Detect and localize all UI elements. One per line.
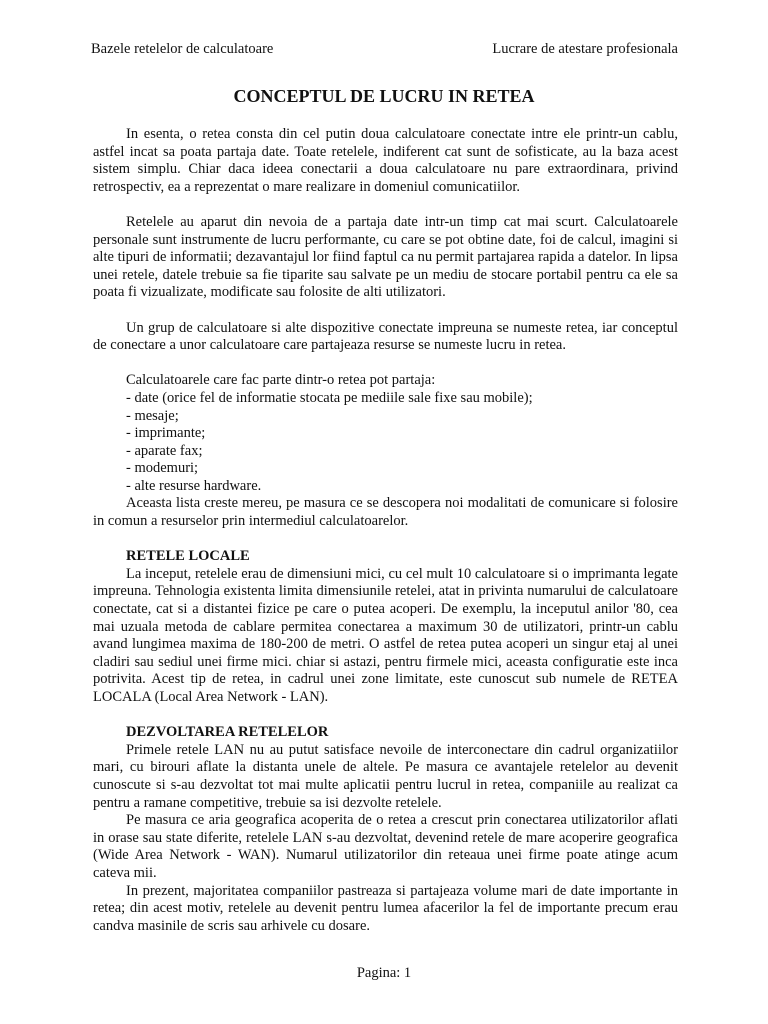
shared-resources-list xyxy=(93,390,678,496)
paragraph-development-2: Pe masura ce aria geografica acoperita de o retea a crescut prin conectarea utilizatorilor aflati in orase sau state diferite, retelele LAN s-au dezvoltat, devenind retele de mare acoperire geografica (Wide Area Network - WAN). Numarul utilizatorilor din reteaua unei firme poate atinge acum cateva mii. xyxy=(93,812,678,881)
paragraph-development-3: In prezent, majoritatea companiilor pastreaza si partajeaza volume mari de date importante in retea; din acest motiv, retelele au devenit pentru lumea afacerilor la fel de importante precum erau candva masinile de scris sau arhivele cu dosare. xyxy=(93,882,678,934)
section-heading-local-networks: RETELE LOCALE xyxy=(126,548,250,565)
paragraph-intro: In esenta, o retea consta din cel putin doua calculatoare conectate intre ele printr-un cablu, astfel incat sa poata partaja date. Toate retelele, indiferent cat sunt de sofisticate, au la baza acest sistem simplu. Chiar daca ideea conectarii a doua calculatoare nu pare extraordinara, privind retrospectiv, ea a reprezentat o mare realizare in domeniul comunicatiilor. xyxy=(93,126,678,195)
paragraph-origin: Retelele au aparut din nevoia de a partaja date intr-un timp cat mai scurt. Calculatoarele personale sunt instrumente de lucru performante, cu care se pot obtine date, foi de calcul, imagini si alte tipuri de informatii; dezavantajul lor fiind faptul ca nu permit partajarea rapida a datelor. In lipsa unei retele, datele trebuie sa fie tiparite sau salvate pe un mediu de stocare portabil pentru ca ele sa poata fi vizualizate, modificate sau folosite de alti utilizatori. xyxy=(93,213,678,301)
header-right: Lucrare de atestare profesionala xyxy=(492,41,678,57)
page-title: CONCEPTUL DE LUCRU IN RETEA xyxy=(233,86,535,106)
list-item: - mesaje; xyxy=(126,407,179,424)
list-item: - alte resurse hardware. xyxy=(126,477,262,494)
document-body xyxy=(93,126,678,935)
list-item: - modemuri; xyxy=(126,460,199,477)
list-item: - date (orice fel de informatie stocata pe mediile sale fixe sau mobile); xyxy=(126,389,533,406)
page-number: Pagina: 1 xyxy=(356,965,412,981)
list-item: - imprimante; xyxy=(126,425,206,442)
list-item: - aparate fax; xyxy=(126,442,203,459)
paragraph-list-growth: Aceasta lista creste mereu, pe masura ce se descopera noi modalitati de comunicare si folosire in comun a resurselor prin intermediul calculatoarelor. xyxy=(93,495,678,530)
header-left: Bazele retelelor de calculatoare xyxy=(91,41,274,57)
list-intro: Calculatoarele care fac parte dintr-o retea pot partaja: xyxy=(126,372,436,389)
paragraph-local-networks: La inceput, retelele erau de dimensiuni mici, cu cel mult 10 calculatoare si o imprimanta legate impreuna. Tehnologia existenta limita dimensiunile retelei, atat in privinta numarului de calculatoare conectate, cat si a distantei fizice pe care o putea acoperi. De exemplu, la inceputul anilor '80, cea mai uzuala metoda de cablare permitea conectarea a maximum 30 de utilizatori, printr-un cablu avand lungimea maxima de 180-200 de metri. O astfel de retea putea acoperi un singur etaj al unei cladiri sau sediul unei firme mici. chiar si astazi, pentru firmele mici, aceasta configuratie este inca potrivita. Acest tip de retea, in cadrul unei zone limitate, este cunoscut sub numele de RETEA LOCALA (Local Area Network - LAN). xyxy=(93,565,678,705)
section-heading-network-development: DEZVOLTAREA RETELELOR xyxy=(126,724,329,741)
paragraph-development-1: Primele retele LAN nu au putut satisface nevoile de interconectare din cadrul organizatiilor mari, cu birouri aflate la distanta unele de altele. Pe masura ce avantajele retelelor au devenit cunoscute si s-au dezvoltat tot mai multe aplicatii pentru lucrul in retea, companiile au realizat ca pentru a ramane competitive, trebuie sa isi dezvolte retelele. xyxy=(93,741,678,811)
paragraph-definition: Un grup de calculatoare si alte dispozitive conectate impreuna se numeste retea, iar conceptul de conectare a unor calculatoare care partajeaza resurse se numeste lucru in retea. xyxy=(93,319,678,354)
